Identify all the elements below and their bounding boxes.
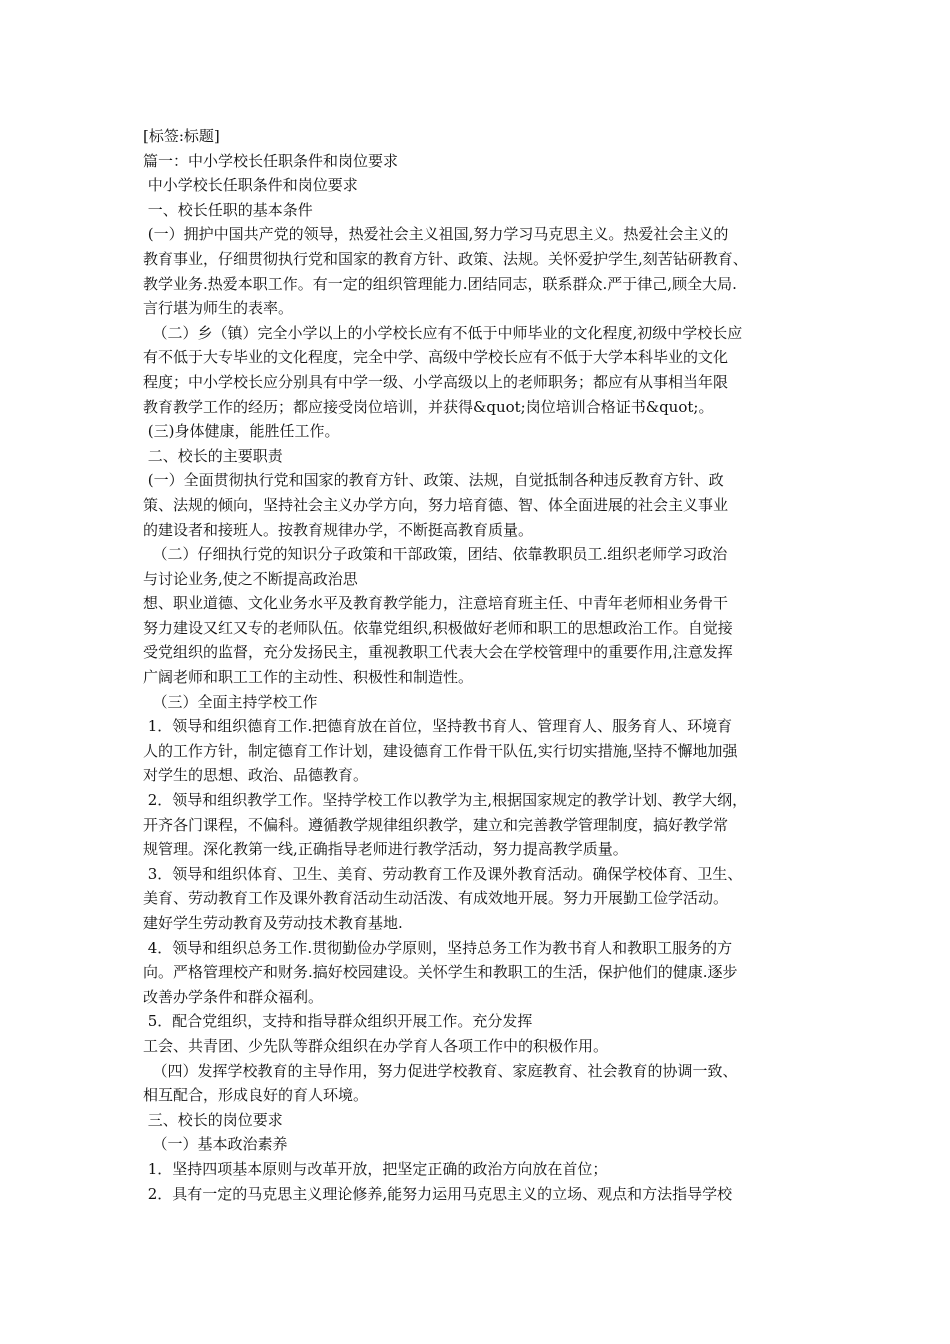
text-line: 规管理。深化教第一线,正确指导老师进行教学活动，努力提高教学质量。 (143, 840, 628, 859)
text-line: （二）仔细执行党的知识分子政策和干部政策，团结、依靠教职员工.组织老师学习政治 (143, 545, 728, 564)
text-line: (一）全面贯彻执行党和国家的教育方针、政策、法规，自觉抵制各种违反教育方针、政 (143, 471, 724, 490)
text-line: 相互配合，形成良好的育人环境。 (143, 1086, 369, 1105)
text-line: 教育事业，仔细贯彻执行党和国家的教育方针、政策、法规。关怀爱护学生,刻苦钻研教育、 (143, 249, 748, 268)
text-line: 5．配合党组织，支持和指导群众组织开展工作。充分发挥 (143, 1012, 533, 1031)
text-line: 有不低于大专毕业的文化程度，完全中学、高级中学校长应有不低于大学本科毕业的文化 (143, 348, 729, 367)
text-line: 程度；中小学校长应分别具有中学一级、小学高级以上的老师职务；都应有从事相当年限 (143, 372, 729, 391)
text-line: 的建设者和接班人。按教育规律办学，不断挺高教育质量。 (143, 520, 534, 539)
text-line: 与讨论业务,使之不断提高政治思 (143, 569, 358, 588)
text-line: 2．领导和组织教学工作。坚持学校工作以教学为主,根据国家规定的教学计划、教学大纲， (143, 791, 748, 810)
text-line: 策、法规的倾向，坚持社会主义办学方向，努力培育德、智、体全面进展的社会主义事业 (143, 495, 729, 514)
text-line: 二、校长的主要职责 (143, 446, 283, 465)
text-line: 3．领导和组织体育、卫生、美育、劳动教育工作及课外教育活动。确保学校体育、卫生、 (143, 864, 743, 883)
text-line: 篇一：中小学校长任职条件和岗位要求 (143, 151, 399, 170)
text-line: 改善办学条件和群众福利。 (143, 987, 324, 1006)
text-line: 4．领导和组织总务工作.贯彻勤俭办学原则，坚持总务工作为教书育人和教职工服务的方 (143, 938, 733, 957)
text-line: 美育、劳动教育工作及课外教育活动生动活泼、有成效地开展。努力开展勤工俭学活动。 (143, 889, 729, 908)
text-line: 想、职业道德、文化业务水平及教育教学能力，注意培育班主任、中青年老师相业务骨干 (143, 594, 729, 613)
text-line: 对学生的思想、政治、品德教育。 (143, 766, 369, 785)
text-line: 三、校长的岗位要求 (143, 1110, 283, 1129)
text-line: 开齐各门课程，不偏科。遵循教学规律组织教学，建立和完善教学管理制度，搞好教学常 (143, 815, 729, 834)
text-line: 建好学生劳动教育及劳动技术教育基地. (143, 914, 403, 932)
text-line: （二）乡（镇）完全小学以上的小学校长应有不低于中师毕业的文化程度,初级中学校长应 (143, 323, 743, 342)
text-line: 向。严格管理校产和财务.搞好校园建设。关怀学生和教职工的生活，保护他们的健康.逐步 (143, 963, 738, 982)
text-line: 广阔老师和职工工作的主动性、积极性和制造性。 (143, 668, 474, 687)
text-line: 1．坚持四项基本原则与改革开放，把坚定正确的政治方向放在首位； (143, 1159, 608, 1178)
text-line: 人的工作方针，制定德育工作计划，建设德育工作骨干队伍,实行切实措施,坚持不懈地加强 (143, 741, 738, 760)
text-line: 一、校长任职的基本条件 (143, 200, 313, 219)
text-line: 言行堪为师生的表率。 (143, 299, 294, 318)
text-line: (三)身体健康，能胜任工作。 (143, 422, 340, 441)
text-line: （三）全面主持学校工作 (143, 692, 318, 711)
text-line: 工会、共青团、少先队等群众组织在办学育人各项工作中的积极作用。 (143, 1036, 609, 1055)
text-line: 努力建设又红又专的老师队伍。依靠党组织,积极做好老师和职工的思想政治工作。自觉接 (143, 618, 733, 637)
text-line: (一）拥护中国共产党的领导，热爱社会主义祖国,努力学习马克思主义。热爱社会主义的 (143, 225, 729, 244)
text-line: [标签:标题] (143, 127, 220, 145)
text-line: 教学业务.热爱本职工作。有一定的组织管理能力.团结同志，联系群众.严于律己,顾全大局. (143, 274, 737, 293)
text-line: 教育教学工作的经历；都应接受岗位培训，并获得&quot;岗位培训合格证书&quot;。 (143, 397, 714, 416)
document-body (143, 124, 823, 1206)
text-line: 受党组织的监督，充分发扬民主，重视教职工代表大会在学校管理中的重要作用,注意发挥 (143, 643, 733, 662)
text-line: 中小学校长任职条件和岗位要求 (143, 176, 358, 195)
text-line: 2．具有一定的马克思主义理论修养,能努力运用马克思主义的立场、观点和方法指导学校 (143, 1184, 733, 1203)
text-line: （四）发挥学校教育的主导作用，努力促进学校教育、家庭教育、社会教育的协调一致、 (143, 1061, 738, 1080)
text-line: 1．领导和组织德育工作.把德育放在首位，坚持教书育人、管理育人、服务育人、环境育 (143, 717, 733, 736)
text-line: （一）基本政治素养 (143, 1135, 288, 1154)
